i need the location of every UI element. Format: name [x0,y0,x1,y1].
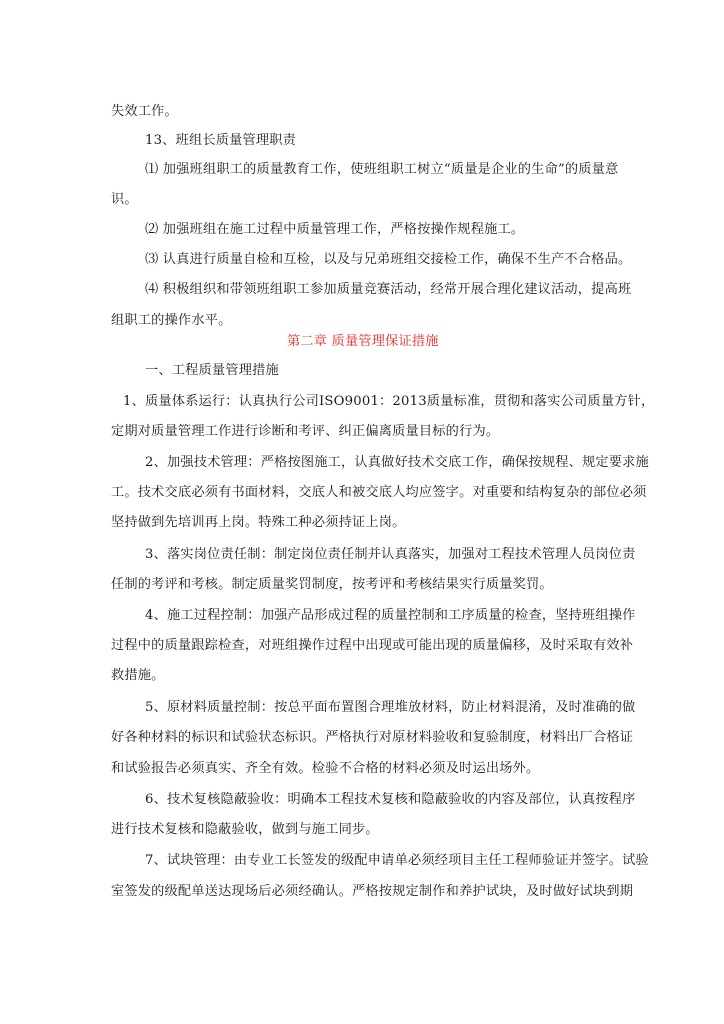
text-line: 救措施。 [111,668,165,683]
text-line: 定期对质量管理工作进行诊断和考评、纠正偏离质量目标的行为。 [111,424,500,439]
text-line: ⑵ 加强班组在施工过程中质量管理工作，严格按操作规程施工。 [145,222,525,237]
text-line: 好各种材料的标识和试验状态标识。严格执行对原材料验收和复验制度，材料出厂合格证 [111,730,634,745]
text-line: 3、落实岗位责任制：制定岗位责任制并认真落实，加强对工程技术管理人员岗位责 [145,547,636,562]
text-line: ⑷ 积极组织和带领班组职工参加质量竞赛活动，经常开展合理化建议活动，提高班 [145,282,632,297]
text-line: 1、质量体系运行：认真执行公司ISO9001：2013质量标准，贯彻和落实公司质量方针， [123,394,655,409]
text-line: 2、加强技术管理：严格按图施工，认真做好技术交底工作，确保按规程、规定要求施 [145,455,649,470]
text-line: 过程中的质量跟踪检查，对班组操作过程中出现或可能出现的质量偏移，及时采取有效补 [111,638,634,653]
text-line: 坚持做到先培训再上岗。特殊工种必须持证上岗。 [111,515,406,530]
text-line: ⑶ 认真进行质量自检和互检，以及与兄弟班组交接检工作，确保不生产不合格品。 [145,252,632,267]
section-heading: 13、班组长质量管理职责 [145,133,297,148]
section-heading: 一、工程质量管理措施 [145,363,279,378]
text-line: 6、技术复核隐蔽验收：明确本工程技术复核和隐蔽验收的内容及部位，认真按程序 [145,792,636,807]
text-line: 任制的考评和考核。制定质量奖罚制度，按考评和考核结果实行质量奖罚。 [111,577,553,592]
chapter-heading: 第二章 质量管理保证措施 [287,334,439,349]
text-line: 7、试块管理：由专业工长签发的级配申请单必须经项目主任工程师验证并签字。试验 [145,853,649,868]
text-line: 识。 [111,192,138,207]
text-line: 和试验报告必须真实、齐全有效。检验不合格的材料必须及时运出场外。 [111,761,540,776]
text-line: 失效工作。 [111,104,178,119]
text-line: 进行技术复核和隐蔽验收，做到与施工同步。 [111,822,379,837]
text-line: 4、施工过程控制：加强产品形成过程的质量控制和工序质量的检查，坚持班组操作 [145,608,636,623]
text-line: 组职工的操作水平。 [111,313,232,328]
text-line: 室签发的级配单送达现场后必须经确认。严格按规定制作和养护试块，及时做好试块到期 [111,884,634,899]
text-line: 工。技术交底必须有书面材料，交底人和被交底人均应签字。对重要和结构复杂的部位必须 [111,485,647,500]
text-line: ⑴ 加强班组职工的质量教育工作，使班组职工树立“质量是企业的生命”的质量意 [145,162,619,177]
text-line: 5、原材料质量控制：按总平面布置图合理堆放材料，防止材料混淆，及时准确的做 [145,700,636,715]
